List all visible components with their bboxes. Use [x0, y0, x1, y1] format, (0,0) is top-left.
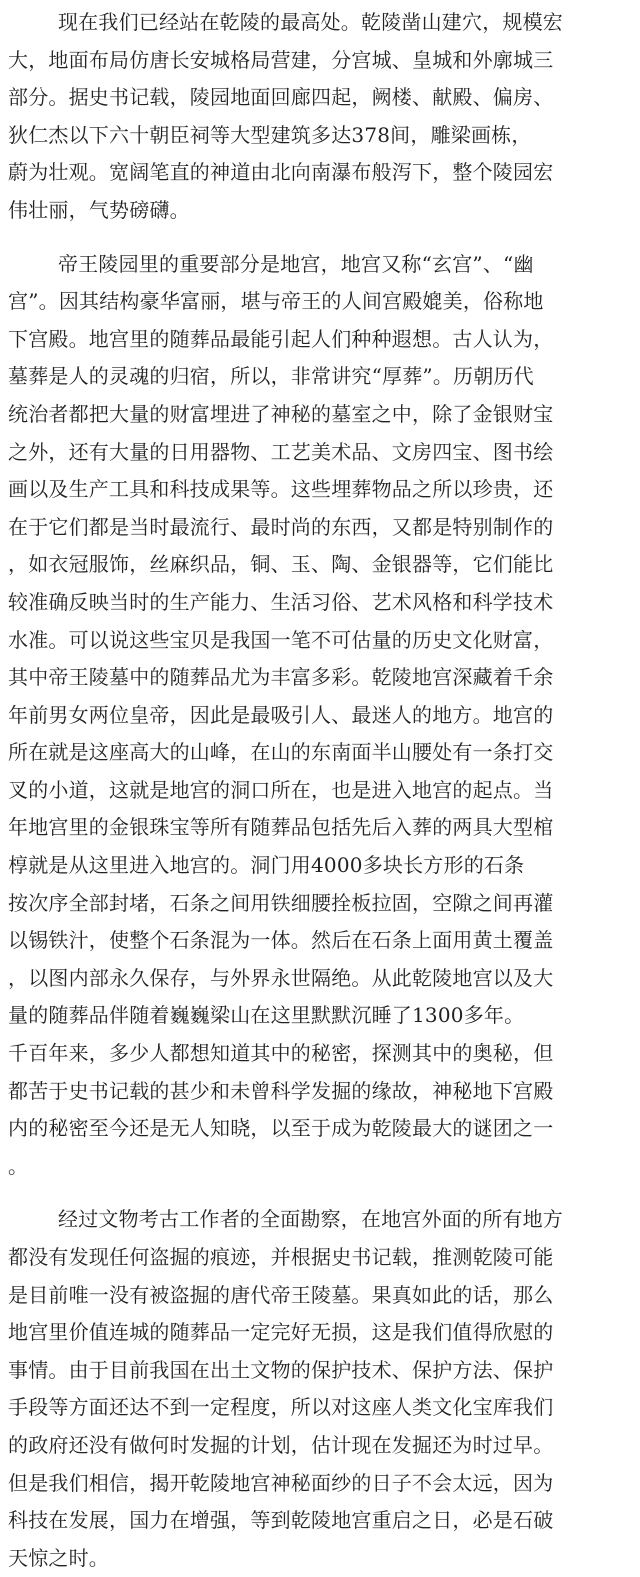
text-line: 叉的小道，这就是地宫的洞口所在，也是进入地宫的起点。当	[8, 777, 554, 802]
text-line: ，以图内部永久保存，与外界永世隔绝。从此乾陵地宫以及大	[8, 965, 554, 990]
text-line: 内的秘密至今还是无人知晓，以至于成为乾陵最大的谜团之一	[8, 1116, 554, 1141]
text-line: 年前男女两位皇帝，因此是最吸引人、最迷人的地方。地宫的	[8, 702, 554, 727]
text-line: 都苦于史书记载的甚少和未曾科学发掘的缘故，神秘地下宫殿	[8, 1078, 554, 1103]
text-line: 下宫殿。地宫里的随葬品最能引起人们种种遐想。古人认为，	[8, 326, 554, 351]
text-line: 以锡铁汁，使整个石条混为一体。然后在石条上面用黄土覆盖	[8, 928, 554, 953]
text-line: 水准。可以说这些宝贝是我国一笔不可估量的历史文化财富，	[8, 627, 554, 652]
text-line: 天惊之时。	[8, 1545, 109, 1570]
text-line: 科技在发展，国力在增强，等到乾陵地宫重启之日，必是石破	[8, 1508, 554, 1533]
text-line: 椁就是从这里进入地宫的。洞门用4000多块长方形的石条	[8, 853, 525, 878]
text-line: 的政府还没有做何时发掘的计划，估计现在发掘还为时过早。	[8, 1432, 554, 1457]
paragraph-2	[8, 246, 634, 1186]
text-line: 部分。据史书记载，陵园地面回廊四起，阙楼、献殿、偏房、	[8, 85, 554, 110]
text-line: 画以及生产工具和科技成果等。这些埋葬物品之所以珍贵，还	[8, 477, 554, 502]
text-line: 都没有发现任何盗掘的痕迹，并根据史书记载，推测乾陵可能	[8, 1245, 554, 1269]
text-line: 是目前唯一没有被盗掘的唐代帝王陵墓。果真如此的话，那么	[8, 1282, 554, 1307]
text-line: ，如衣冠服饰，丝麻织品，铜、玉、陶、金银器等，它们能比	[8, 552, 554, 577]
text-line: 伟壮丽，气势磅礴。	[8, 197, 190, 222]
text-line: 。	[8, 1153, 29, 1178]
paragraph-gap	[8, 1185, 634, 1201]
text-line: 按次序全部封堵，石条之间用铁细腰拴板拉固，空隙之间再灌	[8, 890, 554, 915]
text-line: 其中帝王陵墓中的随葬品尤为丰富多彩。乾陵地宫深藏着千余	[8, 665, 554, 690]
paragraph-gap	[8, 230, 634, 246]
text-line: 帝王陵园里的重要部分是地宫，地宫又称“玄宫”、“幽	[58, 251, 534, 276]
text-line: 之外，还有大量的日用器物、工艺美术品、文房四宝、图书绘	[8, 439, 554, 464]
text-line: 年地宫里的金银珠宝等所有随葬品包括先后入葬的两具大型棺	[8, 815, 554, 840]
paragraph-1	[8, 4, 634, 230]
text-line: 但是我们相信，揭开乾陵地宫神秘面纱的日子不会太远，因为	[8, 1470, 554, 1495]
text-line: 较准确反映当时的生产能力、生活习俗、艺术风格和科学技术	[8, 589, 554, 614]
text-line: 大，地面布局仿唐长安城格局营建，分宫城、皇城和外廓城三	[8, 47, 554, 72]
text-line: 千百年来，多少人都想知道其中的秘密，探测其中的奥秘，但	[8, 1041, 554, 1066]
text-line: 宫”。因其结构豪华富丽，堪与帝王的人间宫殿媲美，俗称地	[8, 289, 544, 314]
text-line: 手段等方面还达不到一定程度，所以对这座人类文化宝库我们	[8, 1395, 554, 1420]
text-line: 量的随葬品伴随着巍巍梁山在这里默默沉睡了1300多年。	[8, 1003, 525, 1028]
text-line: 在于它们都是当时最流行、最时尚的东西，又都是特别制作的	[8, 514, 554, 539]
text-line: 经过文物考古工作者的全面勘察，在地宫外面的所有地方	[58, 1207, 563, 1232]
paragraph-3	[8, 1201, 634, 1577]
text-line: 地宫里价值连城的随葬品一定完好无损，这是我们值得欣慰的	[8, 1320, 554, 1345]
text-line: 蔚为壮观。宽阔笔直的神道由北向南瀑布般泻下，整个陵园宏	[8, 160, 554, 185]
text-line: 狄仁杰以下六十朝臣祠等大型建筑多达378间，雕梁画栋，	[8, 122, 532, 147]
text-line: 事情。由于目前我国在出土文物的保护技术、保护方法、保护	[8, 1357, 554, 1382]
text-line: 墓葬是人的灵魂的归宿，所以，非常讲究“厚葬”。历朝历代	[8, 364, 534, 389]
text-line: 所在就是这座高大的山峰，在山的东南面半山腰处有一条打交	[8, 740, 554, 765]
text-line: 现在我们已经站在乾陵的最高处。乾陵凿山建穴，规模宏	[58, 10, 563, 34]
text-line: 统治者都把大量的财富埋进了神秘的墓室之中，除了金银财宝	[8, 401, 554, 426]
